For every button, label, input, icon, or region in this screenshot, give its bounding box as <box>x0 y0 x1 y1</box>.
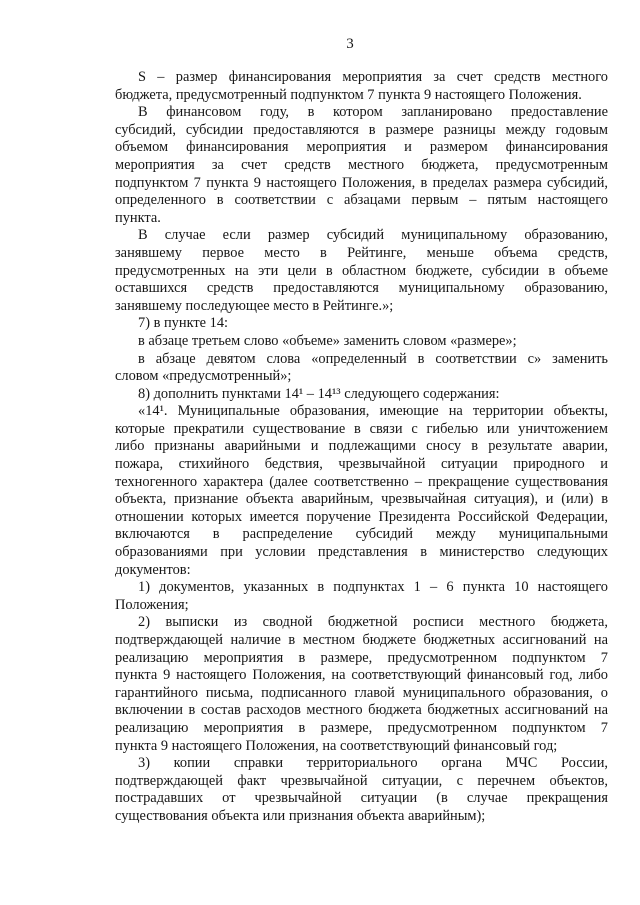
text-line: пострадавших от чрезвычайной ситуации (в случае прекращения <box>115 790 608 807</box>
text-line: 7) в пункте 14: <box>138 315 229 332</box>
text-line: образованиями при условии представления в министерство следующих <box>115 544 608 561</box>
paragraph-third-subparagraph <box>115 333 608 351</box>
text-line: реализацию мероприятия в размере, предусмотренном подпунктом 7 <box>115 649 608 666</box>
paragraph-financial-year <box>115 104 608 227</box>
text-line: определенного в соответствии с абзацами первым – пятым настоящего <box>115 192 608 209</box>
text-line: либо признаны аварийными и подлежащими сносу в результате аварии, <box>115 438 608 455</box>
text-line: В случае если размер субсидий муниципальному образованию, <box>138 227 608 244</box>
text-line: 3) копии справки территориального органа МЧС России, <box>138 755 608 772</box>
list-item-1 <box>115 579 608 614</box>
list-item-2 <box>115 614 608 755</box>
paragraph-s-definition <box>115 69 608 104</box>
text-line: словом «предусмотренный»; <box>115 368 292 385</box>
text-line: предусмотренных на эти цели в областном бюджете, субсидии в объеме <box>115 262 608 279</box>
body-text <box>115 69 608 826</box>
text-line: подтверждающей факт чрезвычайной ситуации, с перечнем объектов, <box>115 772 608 789</box>
text-line: Положения; <box>115 596 189 613</box>
paragraph-ninth-subparagraph <box>115 351 608 386</box>
text-line: В финансовом году, в котором запланировано предоставление <box>138 104 608 121</box>
text-line: пожара, стихийного бедствия, чрезвычайной ситуации природного и <box>115 456 608 473</box>
text-line: включаются в распределение субсидий между муниципальными <box>115 526 608 543</box>
text-line: в абзаце девятом слова «определенный в соответствии с» заменить <box>138 350 608 367</box>
text-line: 2) выписки из сводной бюджетной росписи местного бюджета, <box>138 614 608 631</box>
text-line: мероприятия за счет средств местного бюджета, предусмотренным <box>115 156 608 173</box>
page-number: 3 <box>346 36 354 52</box>
text-line: субсидий, субсидии предоставляются в размере разницы между годовым <box>115 121 608 138</box>
text-line: пункта 9 настоящего Положения, на соответствующий финансовый год; <box>115 737 558 754</box>
text-line: оставшихся средств предоставляются муниципальному образованию, <box>115 280 608 297</box>
text-line: занявшему последующее место в Рейтинге.»; <box>115 297 394 314</box>
text-line: подтверждающей наличие в местном бюджете бюджетных ассигнований на <box>115 632 608 648</box>
text-line: включении в состав расходов местного бюджета бюджетных ассигнований на <box>115 702 608 719</box>
text-line: пункта 9 настоящего Положения, на соответствующий финансовый год, либо <box>115 667 608 684</box>
paragraph-item-7 <box>115 315 608 333</box>
text-line: 1) документов, указанных в подпунктах 1 – 6 пункта 10 настоящего <box>138 579 608 596</box>
text-line: подпунктом 7 пункта 9 настоящего Положения, в пределах размера субсидий, <box>115 174 608 191</box>
paragraph-item-8 <box>115 386 608 404</box>
text-line: документов: <box>115 561 191 578</box>
text-line: объекта, признание объекта аварийным, чрезвычайная ситуация), и (или) в <box>115 491 608 508</box>
text-line: существования объекта или признания объекта аварийным); <box>115 807 486 824</box>
text-line: бюджета, предусмотренный подпунктом 7 пункта 9 настоящего Положения. <box>115 86 582 103</box>
paragraph-rating <box>115 227 608 315</box>
text-line: отношении которых имеется поручение Президента Российской Федерации, <box>115 508 608 525</box>
paragraph-clause-14-1 <box>115 403 608 579</box>
list-item-3 <box>115 755 608 825</box>
text-line: занявшему первое место в Рейтинге, меньше объема средств, <box>115 244 608 261</box>
text-line: реализацию мероприятия в размере, предусмотренном подпунктом 7 <box>115 719 608 736</box>
text-line: техногенного характера (далее соответственно – прекращение существования <box>115 473 608 490</box>
text-line: гарантийного письма, подписанного главой муниципального образования, о <box>115 684 608 701</box>
text-line: пункта. <box>115 209 161 226</box>
text-line: S – размер финансирования мероприятия за счет средств местного <box>138 69 608 85</box>
text-line: которые прекратили существование в связи с гибелью или уничтожением <box>115 420 608 437</box>
text-line: «14¹. Муниципальные образования, имеющие на территории объекты, <box>138 403 608 420</box>
text-line: в абзаце третьем слово «объеме» заменить словом «размере»; <box>138 332 517 349</box>
text-line: объемом финансирования мероприятия и размером финансирования <box>115 139 608 156</box>
text-line: 8) дополнить пунктами 14¹ – 14¹³ следующего содержания: <box>138 385 500 402</box>
